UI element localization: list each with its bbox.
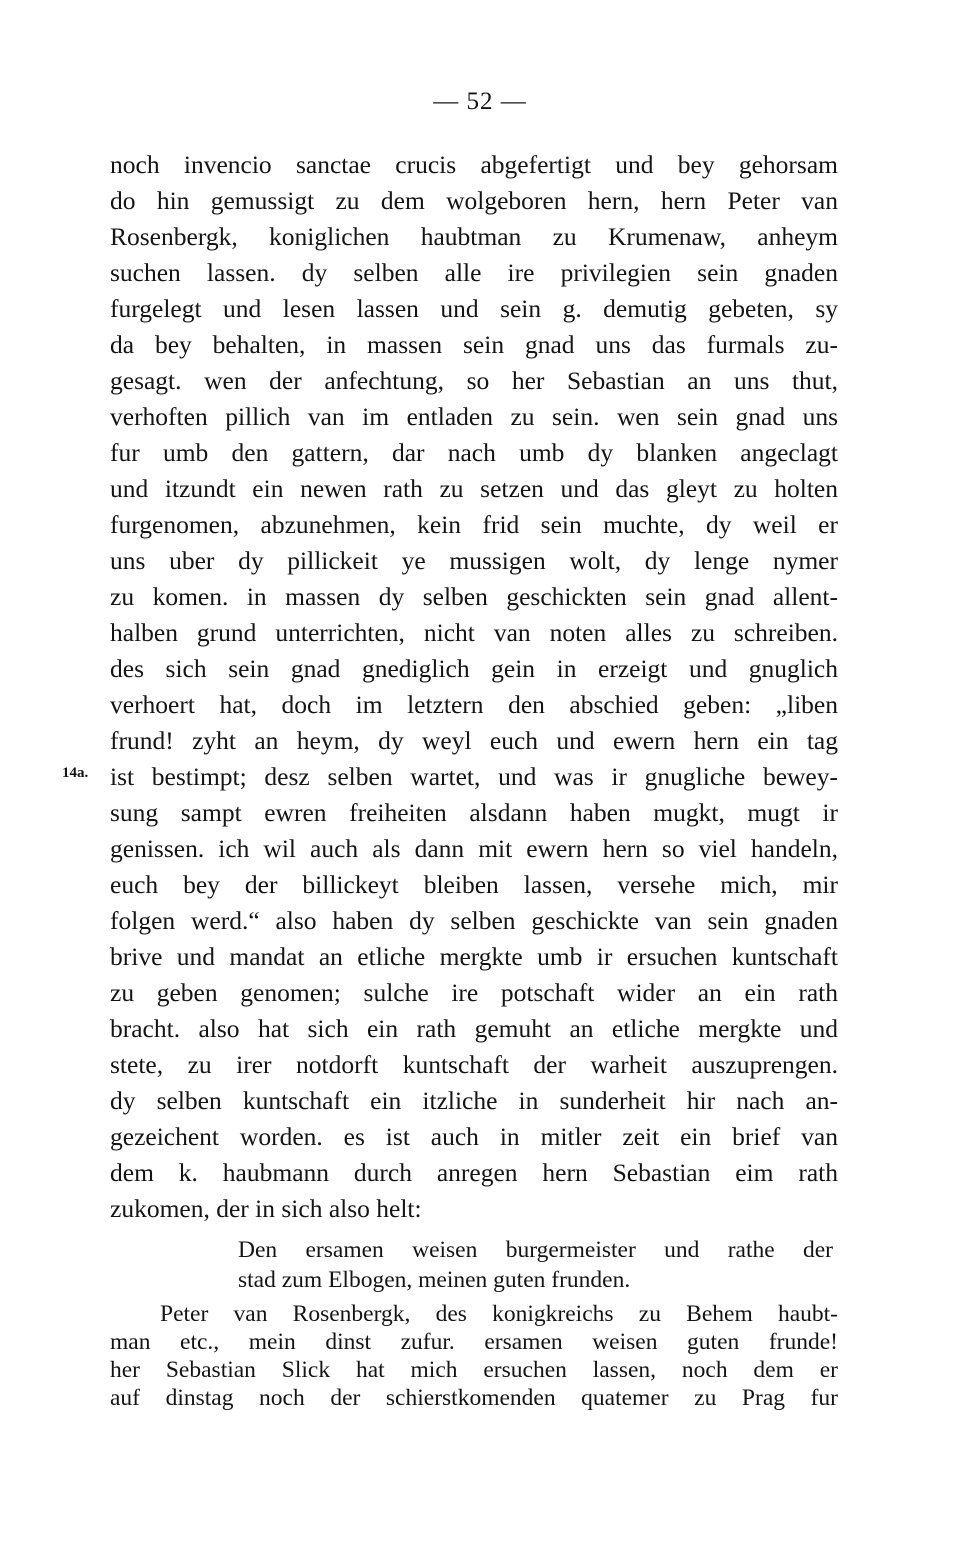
text-line: gesagt. wen der anfechtung, so her Sebastian an uns thut, [110, 366, 838, 395]
text-line: fur umb den gattern, dar nach umb dy blanken angeclagt [110, 438, 838, 467]
letter-line: Peter van Rosenbergk, des konigkreichs zu Behem haubt- [160, 1301, 838, 1327]
text-line: des sich sein gnad gnediglich gein in erzeigt und gnuglich [110, 654, 838, 683]
text-line: uns uber dy pillickeit ye mussigen wolt, dy lenge nymer [110, 546, 838, 575]
text-line: noch invencio sanctae crucis abgefertigt und bey gehorsam [110, 150, 838, 179]
text-line: Rosenbergk, koniglichen haubtman zu Krumenaw, anheym [110, 222, 838, 251]
address-line: stad zum Elbogen, meinen guten frunden. [238, 1267, 631, 1293]
letter-line: her Sebastian Slick hat mich ersuchen lassen, noch dem er [110, 1357, 838, 1383]
text-line: gezeichent worden. es ist auch in mitler zeit ein brief van [110, 1122, 838, 1151]
letter-line: auf dinstag noch der schierstkomenden quatemer zu Prag fur [110, 1385, 838, 1411]
text-line: brive und mandat an etliche mergkte umb ir ersuchen kuntschaft [110, 942, 838, 971]
text-line: da bey behalten, in massen sein gnad uns das furmals zu- [110, 330, 838, 359]
text-line: dem k. haubmann durch anregen hern Sebastian eim rath [110, 1158, 838, 1187]
text-line: verhoften pillich van im entladen zu sein. wen sein gnad uns [110, 402, 838, 431]
address-line: Den ersamen weisen burgermeister und rathe der [238, 1237, 833, 1263]
text-line: sung sampt ewren freiheiten alsdann haben mugkt, mugt ir [110, 798, 838, 827]
text-line: bracht. also hat sich ein rath gemuht an etliche mergkte und [110, 1014, 838, 1043]
text-line: suchen lassen. dy selben alle ire privilegien sein gnaden [110, 258, 838, 287]
text-line: zukomen, der in sich also helt: [110, 1194, 422, 1223]
text-line: und itzundt ein newen rath zu setzen und das gleyt zu holten [110, 474, 838, 503]
text-line: zu komen. in massen dy selben geschickten sein gnad allent- [110, 582, 838, 611]
text-line: folgen werd.“ also haben dy selben geschickte van sein gnaden [110, 906, 838, 935]
text-line: do hin gemussigt zu dem wolgeboren hern, hern Peter van [110, 186, 838, 215]
text-line: furgenomen, abzunehmen, kein frid sein muchte, dy weil er [110, 510, 838, 539]
text-line: verhoert hat, doch im letztern den abschied geben: „liben [110, 690, 838, 719]
letter-line: man etc., mein dinst zufur. ersamen weisen guten frunde! [110, 1329, 838, 1355]
text-line: zu geben genomen; sulche ire potschaft wider an ein rath [110, 978, 838, 1007]
text-line: furgelegt und lesen lassen und sein g. demutig gebeten, sy [110, 294, 838, 323]
text-line: genissen. ich wil auch als dann mit ewern hern so viel handeln, [110, 834, 838, 863]
text-line: frund! zyht an heym, dy weyl euch und ewern hern ein tag [110, 726, 838, 755]
text-line: dy selben kuntschaft ein itzliche in sunderheit hir nach an- [110, 1086, 838, 1115]
margin-note: 14a. [62, 765, 89, 781]
text-line: euch bey der billickeyt bleiben lassen, versehe mich, mir [110, 870, 838, 899]
page-number: — 52 — [433, 88, 527, 115]
text-line: halben grund unterrichten, nicht van noten alles zu schreiben. [110, 618, 838, 647]
text-line: ist bestimpt; desz selben wartet, und was ir gnugliche bewey- [110, 762, 838, 791]
text-line: stete, zu irer notdorft kuntschaft der warheit auszuprengen. [110, 1050, 838, 1079]
